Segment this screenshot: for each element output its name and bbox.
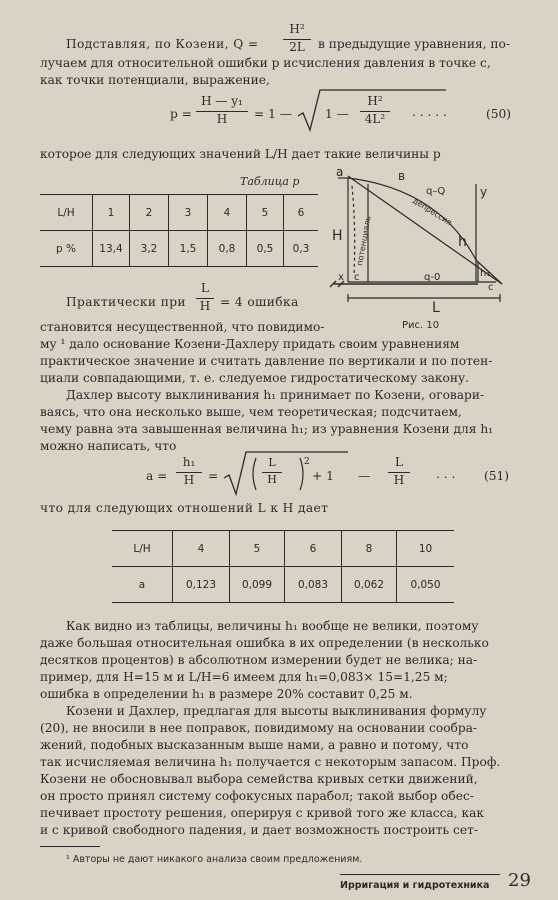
table-cell: 0,099 — [230, 567, 285, 603]
text-line: как точки потенциали, выражение, — [40, 73, 270, 87]
text-line: и с кривой свободного падения, и дает возможность построить сет- — [40, 823, 478, 837]
eq50-number: (50) — [486, 107, 512, 121]
figure-label: H — [332, 228, 343, 244]
table-cell: 6 — [285, 531, 342, 567]
eq51-plus: + 1 — [312, 469, 334, 483]
text-line: печивает простоту решения, оперируя с кривой того же класса, как — [40, 806, 485, 820]
eq51-inner-num: L — [268, 456, 276, 469]
text-line: десятков процентов) в абсолютном измерении будет не велика; на- — [40, 653, 478, 667]
figure-label: h — [458, 234, 467, 250]
table-a — [112, 530, 454, 603]
fraction-numerator: H² — [289, 22, 305, 36]
text-line: даже большая относительная ошибка в их определении (в несколько — [40, 636, 489, 650]
fraction-denominator: 2L — [289, 40, 305, 54]
table-row — [112, 531, 454, 567]
eq51-right-den: H — [393, 473, 405, 487]
text-line: которое для следующих значений L/H дает такие величины p — [40, 147, 441, 161]
text-line: лучаем для относительной ошибки p исчисления давления в точке с, — [40, 56, 491, 70]
footnote: ¹ Авторы не дают никакого анализа своим предложениям. — [66, 854, 363, 865]
table-cell: L/H — [133, 542, 151, 555]
table-cell: 1,5 — [169, 231, 208, 267]
figure-label: h₁ — [480, 268, 491, 279]
text-line: му ¹ дало основание Козени-Дахлеру придать своим уравнениям — [40, 337, 460, 351]
figure-caption: Рис. 10 — [402, 320, 440, 331]
text-line: циали совпадающими, т. е. следуемое гидростатическому закону. — [40, 371, 470, 385]
figure-label: депрессия — [410, 196, 454, 228]
text-line: так исчисляемая величина h₁ получается с некоторым запасом. Проф. — [40, 755, 501, 769]
text-line: Козени не обосновывал выбора семейства кривых сетки движений, — [40, 772, 478, 786]
table-cell: 0,123 — [173, 567, 230, 603]
table-cell: p % — [56, 242, 76, 255]
eq51-lhs: a = — [146, 469, 168, 483]
table-cell: 0,050 — [397, 567, 455, 603]
table-cell: L/H — [57, 206, 75, 219]
text-line: он просто принял систему софокусных парабол; такой выбор обес- — [40, 789, 474, 803]
page-number: 29 — [508, 870, 531, 891]
table-cell: 0,062 — [342, 567, 397, 603]
eq51-square: 2 — [304, 457, 310, 467]
table-cell: 1 — [93, 195, 130, 231]
eq51-minus: — — [358, 469, 371, 483]
text-line: (20), не вносили в нее поправок, повидимому на основании сообра- — [40, 721, 478, 735]
table-cell: 0,8 — [208, 231, 247, 267]
figure-label: a — [336, 166, 344, 179]
figure-label: в — [398, 169, 406, 183]
eq51-dots: . . . — [436, 467, 456, 481]
text-line: Подставляя, по Козени, Q = — [66, 37, 259, 51]
fraction-denominator: H — [199, 299, 211, 313]
text-line: что для следующих отношений L к H дает — [40, 501, 329, 515]
table-cell: 3 — [169, 195, 208, 231]
text-line: становится несущественной, что повидимо- — [40, 320, 325, 334]
eq51-numerator: h₁ — [182, 455, 196, 469]
text-line: ваясь, что она несколько выше, чем теоретическая; подсчитаем, — [40, 405, 462, 419]
eq51-right-num: L — [395, 455, 403, 469]
text-line: пример, для H=15 м и L/H=6 имеем для h₁=0,083× 15=1,25 м; — [40, 670, 448, 684]
text-line: Как видно из таблицы, величины h₁ вообще не велики, поэтому — [66, 619, 479, 633]
eq50-one: 1 — — [325, 107, 349, 121]
eq51-number: (51) — [484, 469, 510, 483]
table-cell: 4 — [173, 531, 230, 567]
table-cell: 0,083 — [285, 567, 342, 603]
eq50-dots: . . . . . — [412, 105, 447, 119]
figure-label: y — [480, 185, 488, 199]
footnote-rule — [40, 846, 100, 847]
table-cell: 2 — [130, 195, 169, 231]
table-cell: a — [138, 578, 146, 591]
eq51-inner-den: H — [267, 473, 277, 486]
table-row — [40, 231, 318, 267]
figure-label: c — [354, 272, 360, 283]
table-cell: 10 — [397, 531, 455, 567]
table-cell: 6 — [284, 195, 319, 231]
figure-label: c — [488, 282, 494, 293]
figure-label: потенциаль — [355, 215, 373, 267]
figure-label: q–Q — [426, 186, 446, 197]
table-cell: 3,2 — [130, 231, 169, 267]
table-caption: Таблица p — [240, 175, 300, 188]
table-p — [40, 194, 318, 267]
text-line: Козени и Дахлер, предлагая для высоты выклинивания формулу — [66, 704, 487, 718]
table-cell: 0,3 — [284, 231, 319, 267]
eq50-lhs: p = — [170, 107, 192, 121]
figure-label: x — [338, 272, 344, 283]
eq50-denominator: H — [216, 112, 228, 126]
eq50-inner-den: 4L² — [364, 112, 386, 126]
figure-label: q-0 — [424, 272, 441, 283]
eq51-denominator: H — [183, 473, 195, 487]
table-row — [112, 567, 454, 603]
table-cell: 4 — [208, 195, 247, 231]
table-cell: 13,4 — [93, 231, 130, 267]
table-cell: 0,5 — [247, 231, 284, 267]
figure-10 — [328, 166, 524, 318]
text-line: в предыдущие уравнения, по- — [318, 37, 510, 51]
eq51-equals: = — [208, 469, 219, 483]
text-line: можно написать, что — [40, 439, 177, 453]
table-row — [40, 195, 318, 231]
eq50-inner-num: H² — [367, 94, 383, 108]
table-cell: 8 — [342, 531, 397, 567]
table-cell: 5 — [247, 195, 284, 231]
text-line: чему равна эта завышенная величина h₁; из уравнения Козени для h₁ — [40, 422, 494, 436]
text-line: ошибка в определении h₁ в размере 20% составит 0,25 м. — [40, 687, 413, 701]
text-line: Дахлер высоту выклинивания h₁ принимает по Козени, оговари- — [66, 388, 485, 402]
eq50-mid: = 1 — — [254, 107, 292, 121]
text-line: = 4 ошибка — [220, 295, 299, 309]
text-line: жений, подобных высказанным выше нами, а равно и потому, что — [40, 738, 469, 752]
text-line: Практически при — [66, 295, 186, 309]
table-cell: 5 — [230, 531, 285, 567]
eq50-numerator: H — y₁ — [201, 94, 243, 108]
fraction-numerator: L — [201, 281, 209, 295]
footer-rule — [340, 874, 500, 875]
figure-label: L — [432, 300, 440, 316]
text-line: практическое значение и считать давление по вертикали и по потен- — [40, 354, 493, 368]
journal-name: Ирригация и гидротехника — [340, 880, 490, 891]
